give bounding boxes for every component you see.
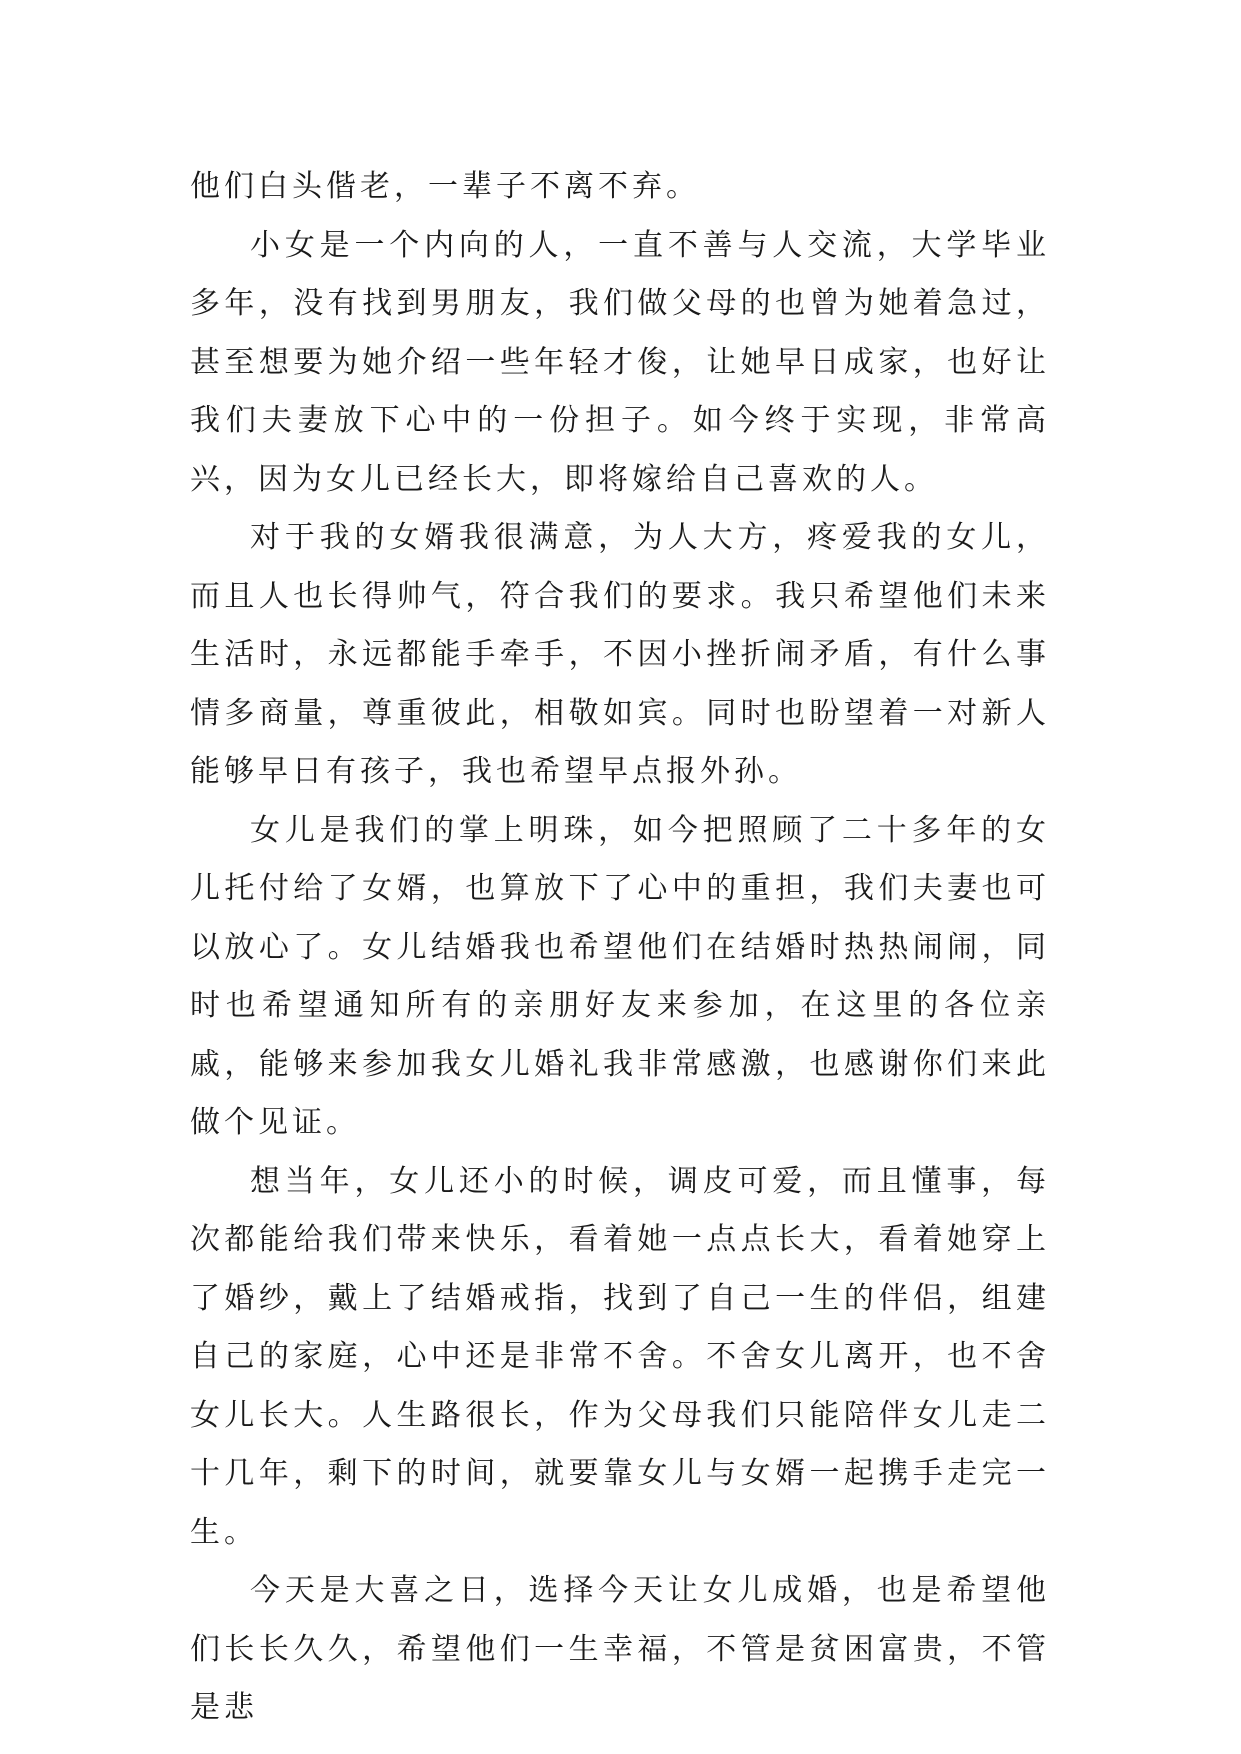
paragraph-continued: 他们白头偕老，一辈子不离不弃。 [190, 169, 700, 204]
paragraph-daughter-introvert: 小女是一个内向的人，一直不善与人交流，大学毕业多年，没有找到男朋友，我们做父母的也曾为她着急过，甚至想要为她介绍一些年轻才俊，让她早日成家，也好让我们夫妻放下心中的一份担子。如今终于实现，非常高兴，因为女儿已经长大，即将嫁给自己喜欢的人。 [190, 227, 1050, 497]
document-body [190, 158, 1050, 1738]
paragraph-son-in-law: 对于我的女婿我很满意，为人大方，疼爱我的女儿，而且人也长得帅气，符合我们的要求。我只希望他们未来生活时，永远都能手牵手，不因小挫折闹矛盾，有什么事情多商量，尊重彼此，相敬如宾。同时也盼望着一对新人能够早日有孩子，我也希望早点报外孙。 [190, 520, 1050, 789]
paragraph-childhood: 想当年，女儿还小的时候，调皮可爱，而且懂事，每次都能给我们带来快乐，看着她一点点长大，看着她穿上了婚纱，戴上了结婚戒指，找到了自己一生的伴侣，组建自己的家庭，心中还是非常不舍。不舍女儿离开，也不舍女儿长大。人生路很长，作为父母我们只能陪伴女儿走二十几年，剩下的时间，就要靠女儿与女婿一起携手走完一生。 [190, 1163, 1050, 1550]
paragraph-wedding-day: 今天是大喜之日，选择今天让女儿成婚，也是希望他们长长久久，希望他们一生幸福，不管是贫困富贵，不管是悲 [190, 1573, 1050, 1725]
paragraph-pearl: 女儿是我们的掌上明珠，如今把照顾了二十多年的女儿托付给了女婿，也算放下了心中的重担，我们夫妻也可以放心了。女儿结婚我也希望他们在结婚时热热闹闹，同时也希望通知所有的亲朋好友来参加，在这里的各位亲戚，能够来参加我女儿婚礼我非常感激，也感谢你们来此做个见证。 [190, 812, 1050, 1140]
